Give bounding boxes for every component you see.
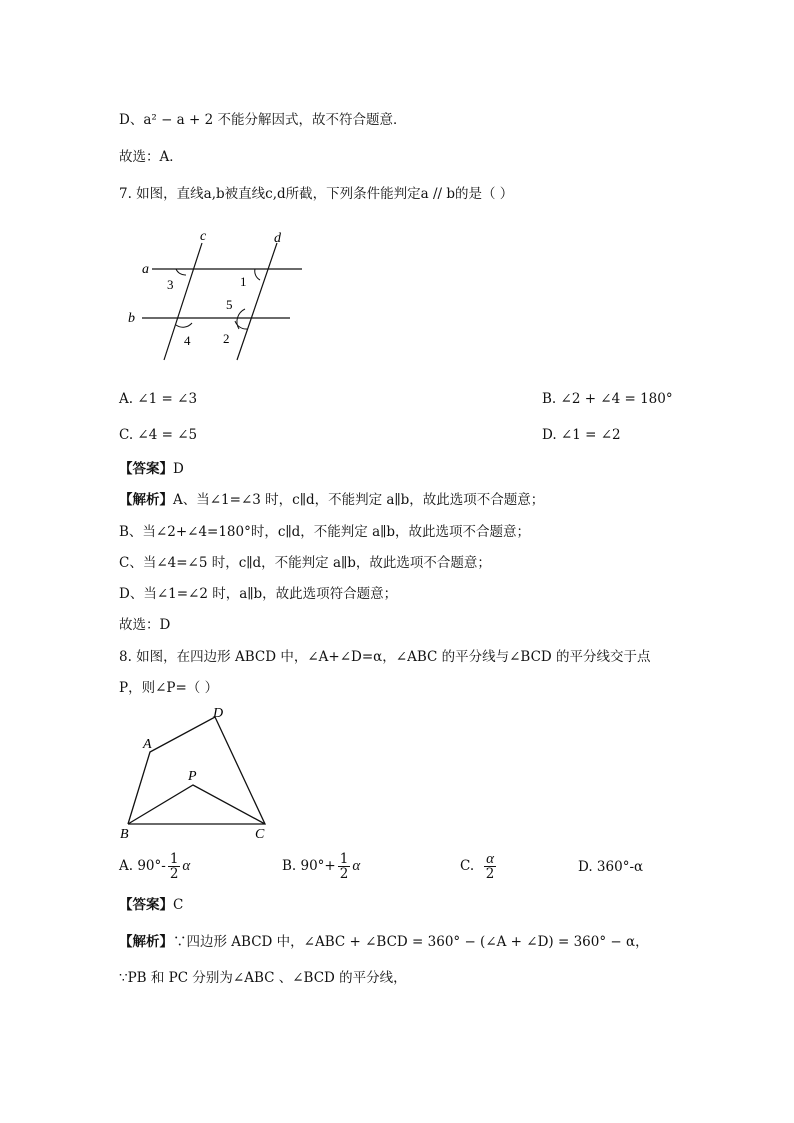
q7-explanation-1 xyxy=(119,488,544,508)
fraction-alpha-half xyxy=(484,852,496,881)
angle-label-1: 1 xyxy=(240,274,247,289)
q8-option-b xyxy=(282,852,360,881)
explanation-text: A、当∠1=∠3 时，c∥d，不能判定 a∥b，故此选项不合题意； xyxy=(173,492,545,508)
q7-answer xyxy=(119,457,184,477)
q8-explanation-1 xyxy=(119,930,649,950)
explanation-text: ∵四边形 ABCD 中，∠ABC + ∠BCD = 360° − (∠A + ∠D) = 360° − α， xyxy=(173,934,649,950)
angle-label-2: 2 xyxy=(223,331,230,346)
option-c-prefix: C. xyxy=(460,858,475,874)
explanation-tag: 【解析】 xyxy=(119,492,173,508)
angle-label-5: 5 xyxy=(226,297,233,312)
q7-option-b: B. ∠2 + ∠4 = 180° xyxy=(542,391,673,407)
fraction-numerator: α xyxy=(486,851,495,867)
fraction-numerator: 1 xyxy=(339,851,349,867)
answer-line: 故选：A． xyxy=(119,149,183,165)
label-P: P xyxy=(188,769,197,784)
label-C: C xyxy=(255,827,265,840)
fraction-half xyxy=(168,852,181,881)
label-A: A xyxy=(143,737,152,752)
option-b-prefix: B. 90°+ xyxy=(282,858,336,874)
option-d-text: D、a² − a + 2 不能分解因式，故不符合题意． xyxy=(119,112,407,128)
q7-explanation-4: D、当∠1=∠2 时，a∥b，故此选项符合题意； xyxy=(119,586,398,602)
q7-option-a: A. ∠1 = ∠3 xyxy=(119,391,198,407)
q7-option-d: D. ∠1 = ∠2 xyxy=(542,427,621,443)
figure-7 xyxy=(120,225,320,370)
q8-explanation-2: ∵PB 和 PC 分别为∠ABC 、∠BCD 的平分线， xyxy=(119,970,407,986)
label-a: a xyxy=(142,262,149,277)
answer-value: D xyxy=(173,461,184,477)
explanation-tag: 【解析】 xyxy=(119,934,173,950)
q8-option-d: D. 360°-α xyxy=(578,859,644,875)
alpha-symbol: α xyxy=(352,858,361,874)
fraction-half xyxy=(338,852,351,881)
fraction-numerator: 1 xyxy=(169,851,179,867)
label-c: c xyxy=(200,229,207,244)
option-a-prefix: A. 90°- xyxy=(119,858,166,874)
q8-answer xyxy=(119,893,183,913)
question-8-line-1: 8. 如图，在四边形 ABCD 中，∠A+∠D=α，∠ABC 的平分线与∠BCD 的平分线交于点 xyxy=(119,649,651,665)
question-7: 7. 如图，直线a,b被直线c,d所截，下列条件能判定a // b的是（ ） xyxy=(119,186,514,202)
q8-option-a xyxy=(119,852,190,881)
q7-explanation-2: B、当∠2+∠4=180°时，c∥d，不能判定 a∥b，故此选项不合题意； xyxy=(119,524,531,540)
alpha-symbol: α xyxy=(182,858,191,874)
fraction-denominator: 2 xyxy=(169,866,179,882)
label-b: b xyxy=(128,311,135,326)
figure-8 xyxy=(115,700,285,840)
q8-option-c xyxy=(460,852,498,881)
question-8-line-2: P，则∠P=（ ） xyxy=(119,680,219,696)
q7-explanation-3: C、当∠4=∠5 时，c∥d，不能判定 a∥b，故此选项不合题意； xyxy=(119,555,491,571)
angle-label-3: 3 xyxy=(167,277,174,292)
fraction-denominator: 2 xyxy=(485,866,495,882)
label-d: d xyxy=(274,231,281,246)
answer-tag: 【答案】 xyxy=(119,897,173,913)
answer-tag: 【答案】 xyxy=(119,461,173,477)
label-B: B xyxy=(120,827,129,840)
q7-final: 故选：D xyxy=(119,617,171,633)
q7-option-c: C. ∠4 = ∠5 xyxy=(119,427,198,443)
answer-value: C xyxy=(173,897,184,913)
fraction-denominator: 2 xyxy=(339,866,349,882)
label-D: D xyxy=(213,706,224,721)
angle-label-4: 4 xyxy=(184,333,191,348)
